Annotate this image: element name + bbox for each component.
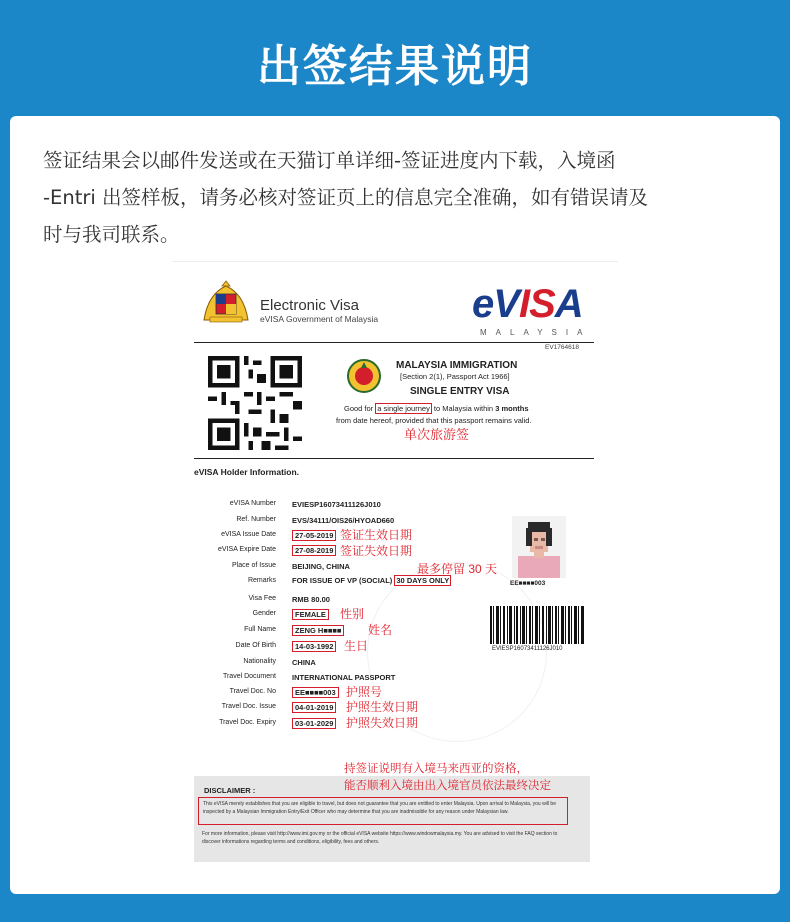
intro-text <box>43 142 748 253</box>
validity-line-1: Good for a single journey to Malaysia within 3 months <box>344 404 529 413</box>
field-value: EE■■■■003 <box>292 687 339 698</box>
field-value: 27-08-2019 <box>292 545 336 556</box>
field-value: RMB 80.00 <box>292 595 330 604</box>
photo-id: EE■■■■003 <box>510 580 546 587</box>
immigration-crest-icon <box>346 358 382 394</box>
government-subtitle: eVISA Government of Malaysia <box>260 314 379 324</box>
field-value: FOR ISSUE OF VP (SOCIAL) 30 DAYS ONLY <box>292 576 450 585</box>
holder-photo <box>512 516 566 578</box>
annotation-issue-date: 签证生效日期 <box>340 528 413 542</box>
annotation-disclaimer-1: 持签证说明有入境马来西亚的资格， <box>344 763 528 775</box>
malaysia-crest-icon <box>200 280 252 324</box>
field-label: Place of Issue <box>232 562 276 569</box>
validity-line-2: from date hereof, provided that this passport remains valid. <box>336 416 532 425</box>
passport-act-section: [Section 2(1), Passport Act 1966] <box>400 372 510 381</box>
holder-info-header: eVISA Holder Information. <box>194 467 300 477</box>
field-value: 14-03-1992 <box>292 641 336 652</box>
annotation-gender: 性别 <box>340 607 365 621</box>
field-value: BEIJING, CHINA <box>292 562 350 571</box>
divider <box>194 342 594 343</box>
field-label: Ref. Number <box>236 516 276 523</box>
field-label: Travel Doc. Issue <box>221 703 276 710</box>
ev-id: EV1764618 <box>545 344 579 351</box>
entry-type: SINGLE ENTRY VISA <box>410 386 510 397</box>
page-title: 出签结果说明 <box>257 41 533 92</box>
immigration-title: MALAYSIA IMMIGRATION <box>396 360 518 371</box>
annotation-passport-no: 护照号 <box>346 685 383 699</box>
field-label: eVISA Expire Date <box>218 546 276 553</box>
field-label: eVISA Issue Date <box>221 531 276 538</box>
field-value: 03-01-2029 <box>292 718 336 729</box>
disclaimer-text: This eVISA merely establishes that you are eligible to travel, but does not guarantee that you are entitled to enter Malaysia. Upon arrival to Malaysia, you will be inspected by a Malaysian Immigration Entry/Exit Officer who may determine that you are inadmissible for any reason under Malaysian law. <box>198 797 568 825</box>
field-value: 04-01-2019 <box>292 702 336 713</box>
field-label: Full Name <box>244 626 276 633</box>
annotation-disclaimer-2: 能否顺利入境由出入境官员依法最终决定 <box>344 777 551 793</box>
field-label: Travel Doc. No <box>229 688 276 695</box>
disclaimer-more-info: For more information, please visit http://www.imi.gov.my or the official eVISA website https://www.windowmalaysia.my. You are advised to visit the FAQ section to discover informations regarding terms and conditions, eligibility, fees and others. <box>202 831 558 845</box>
annotation-name: 姓名 <box>368 623 393 637</box>
intro-line: 时与我司联系。 <box>43 223 180 246</box>
qr-code-icon <box>208 356 302 450</box>
content-card <box>10 116 780 894</box>
evisa-logo: eVISA <box>472 282 583 326</box>
annotation-passport-issue: 护照生效日期 <box>346 700 419 714</box>
field-label: Travel Document <box>222 673 276 680</box>
field-label: eVISA Number <box>229 500 276 507</box>
field-label: Remarks <box>247 577 276 584</box>
intro-line: 签证结果会以邮件发送或在天猫订单详细-签证进度内下载，入境函 <box>43 149 616 172</box>
field-value: CHINA <box>292 658 316 667</box>
field-value: EVS/34111/OIS26/HYOAD660 <box>292 516 395 525</box>
visa-sample-image <box>172 261 618 863</box>
field-value: EVIESP16073411126J010 <box>292 500 381 509</box>
annotation-single-journey: 单次旅游签 <box>404 427 470 442</box>
barcode-id: EVIESP16073411126J010 <box>492 646 563 652</box>
evisa-country: MALAYSIA <box>480 328 592 337</box>
field-label: Gender <box>252 610 276 617</box>
divider <box>194 458 594 459</box>
field-value: FEMALE <box>292 609 329 620</box>
annotation-max-stay: 最多停留 30 天 <box>417 562 498 576</box>
annotation-expire-date: 签证失效日期 <box>340 544 413 558</box>
disclaimer-title: DISCLAIMER : <box>204 786 256 795</box>
field-value: 27-05-2019 <box>292 530 336 541</box>
field-value: ZENG H■■■■ <box>292 625 344 636</box>
field-label: Date Of Birth <box>235 642 276 649</box>
field-value: INTERNATIONAL PASSPORT <box>292 673 396 682</box>
annotation-passport-expiry: 护照失效日期 <box>346 716 419 730</box>
electronic-visa-title: Electronic Visa <box>260 297 359 314</box>
barcode-icon <box>490 606 584 644</box>
field-label: Visa Fee <box>248 595 276 602</box>
field-label: Nationality <box>243 658 276 665</box>
field-label: Travel Doc. Expiry <box>219 719 276 726</box>
intro-line: -Entri 出签样板，请务必核对签证页上的信息完全准确，如有错误请及 <box>43 186 648 209</box>
annotation-birthday: 生日 <box>344 639 369 653</box>
